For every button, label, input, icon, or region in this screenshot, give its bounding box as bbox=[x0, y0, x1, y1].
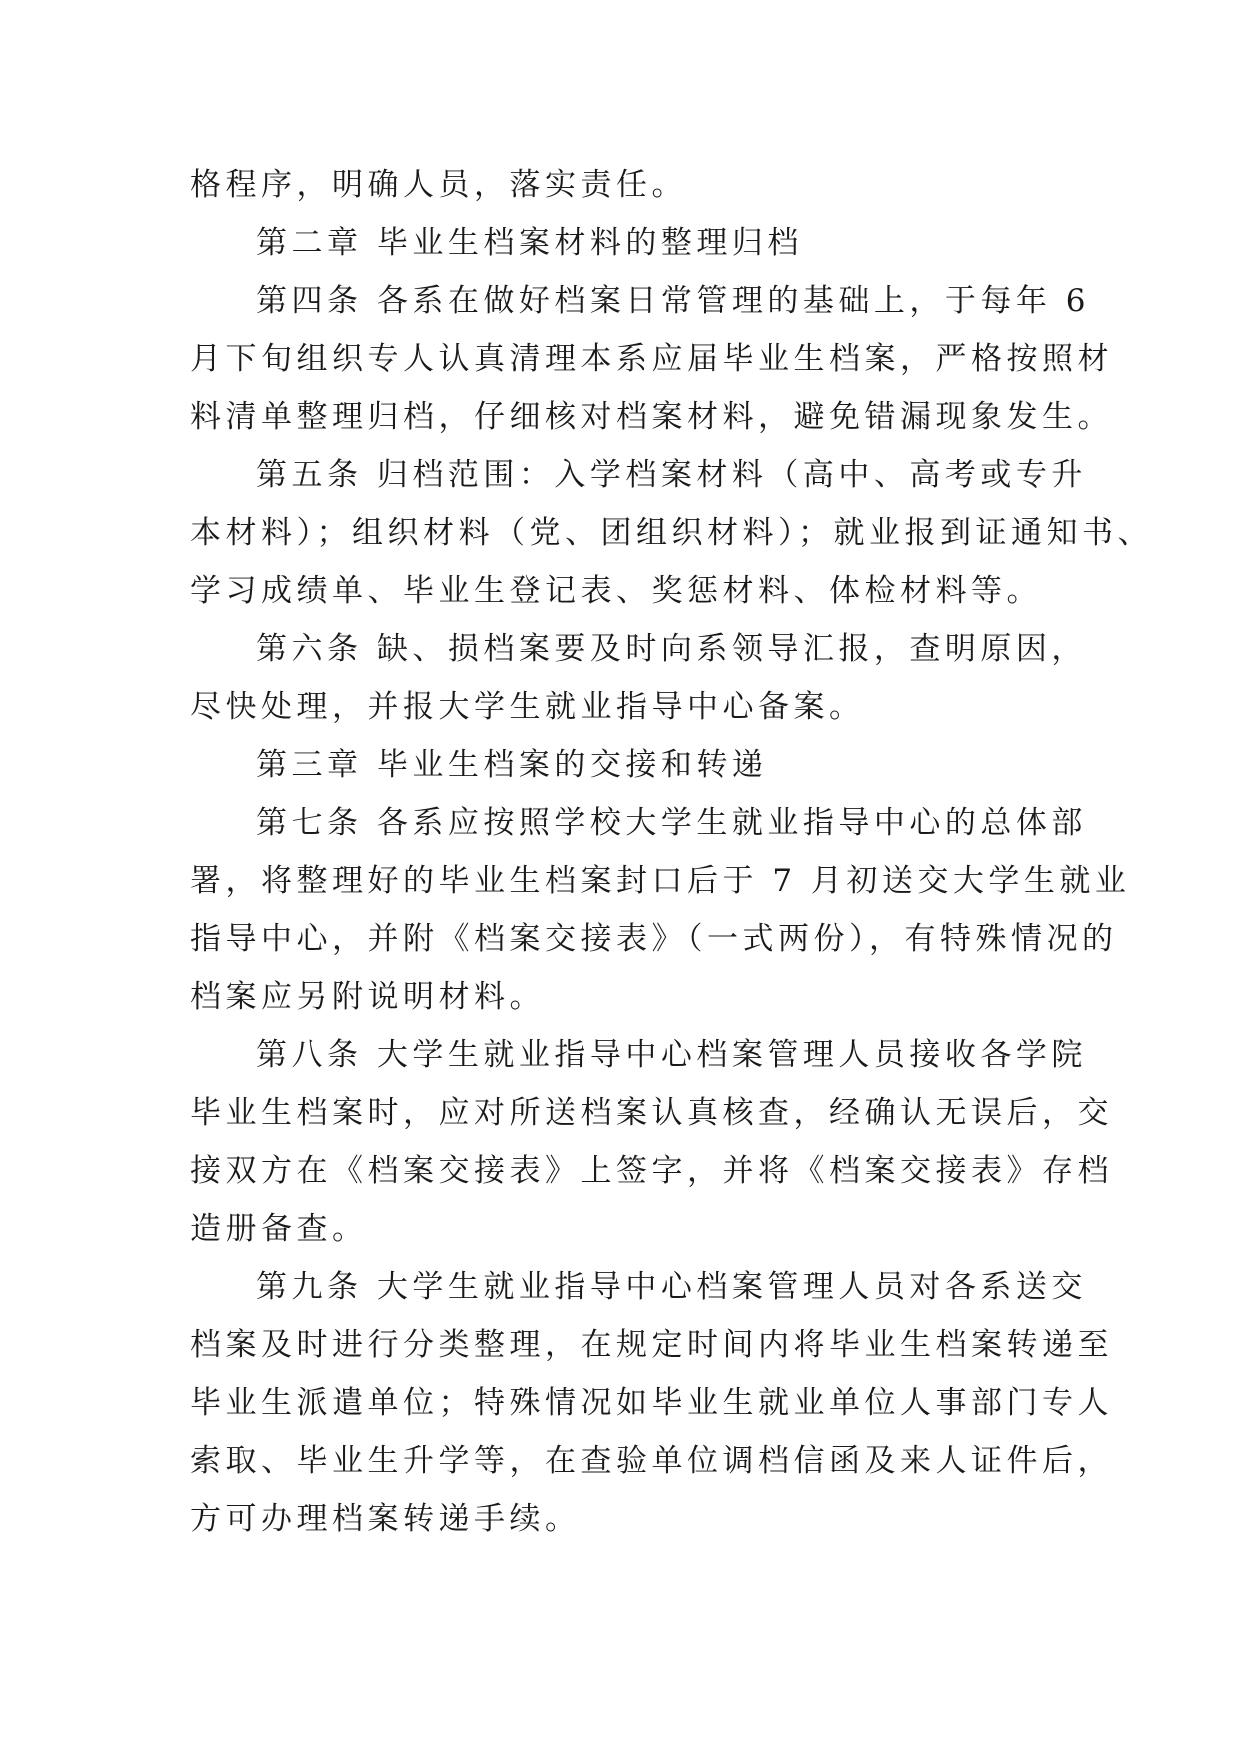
text-line: 学习成绩单、毕业生登记表、奖惩材料、体检材料等。 bbox=[190, 573, 1042, 609]
article-line: 第六条 缺、损档案要及时向系领导汇报，查明原因， bbox=[256, 631, 1087, 667]
text-line: 造册备查。 bbox=[190, 1211, 368, 1247]
text-line: 料清单整理归档，仔细核对档案材料，避免错漏现象发生。 bbox=[190, 399, 1113, 435]
text-line: 方可办理档案转递手续。 bbox=[190, 1501, 581, 1537]
article-line: 第四条 各系在做好档案日常管理的基础上，于每年 6 bbox=[256, 283, 1090, 319]
text-line: 月下旬组织专人认真清理本系应届毕业生档案，严格按照材 bbox=[190, 341, 1113, 377]
article-line: 第七条 各系应按照学校大学生就业指导中心的总体部 bbox=[256, 805, 1087, 841]
article-line: 第五条 归档范围：入学档案材料（高中、高考或专升 bbox=[256, 457, 1087, 493]
text-line: 档案及时进行分类整理，在规定时间内将毕业生档案转递至 bbox=[190, 1327, 1113, 1363]
text-line: 毕业生派遣单位；特殊情况如毕业生就业单位人事部门专人 bbox=[190, 1385, 1113, 1421]
text-line: 接双方在《档案交接表》上签字，并将《档案交接表》存档 bbox=[190, 1153, 1113, 1189]
text-line: 毕业生档案时，应对所送档案认真核查，经确认无误后，交 bbox=[190, 1095, 1113, 1131]
text-line: 索取、毕业生升学等，在查验单位调档信函及来人证件后， bbox=[190, 1443, 1113, 1479]
article-line: 第九条 大学生就业指导中心档案管理人员对各系送交 bbox=[256, 1269, 1087, 1305]
text-line: 尽快处理，并报大学生就业指导中心备案。 bbox=[190, 689, 865, 725]
text-line: 格程序，明确人员，落实责任。 bbox=[190, 167, 687, 203]
text-line: 署，将整理好的毕业生档案封口后于 7 月初送交大学生就业 bbox=[190, 863, 1131, 899]
article-line: 第八条 大学生就业指导中心档案管理人员接收各学院 bbox=[256, 1037, 1087, 1073]
text-line: 档案应另附说明材料。 bbox=[190, 979, 545, 1015]
chapter-heading: 第三章 毕业生档案的交接和转递 bbox=[256, 747, 768, 783]
text-line: 本材料）；组织材料（党、团组织材料）；就业报到证通知书、 bbox=[190, 515, 1153, 551]
text-line: 指导中心，并附《档案交接表》（一式两份），有特殊情况的 bbox=[190, 921, 1118, 957]
chapter-heading: 第二章 毕业生档案材料的整理归档 bbox=[256, 225, 803, 261]
